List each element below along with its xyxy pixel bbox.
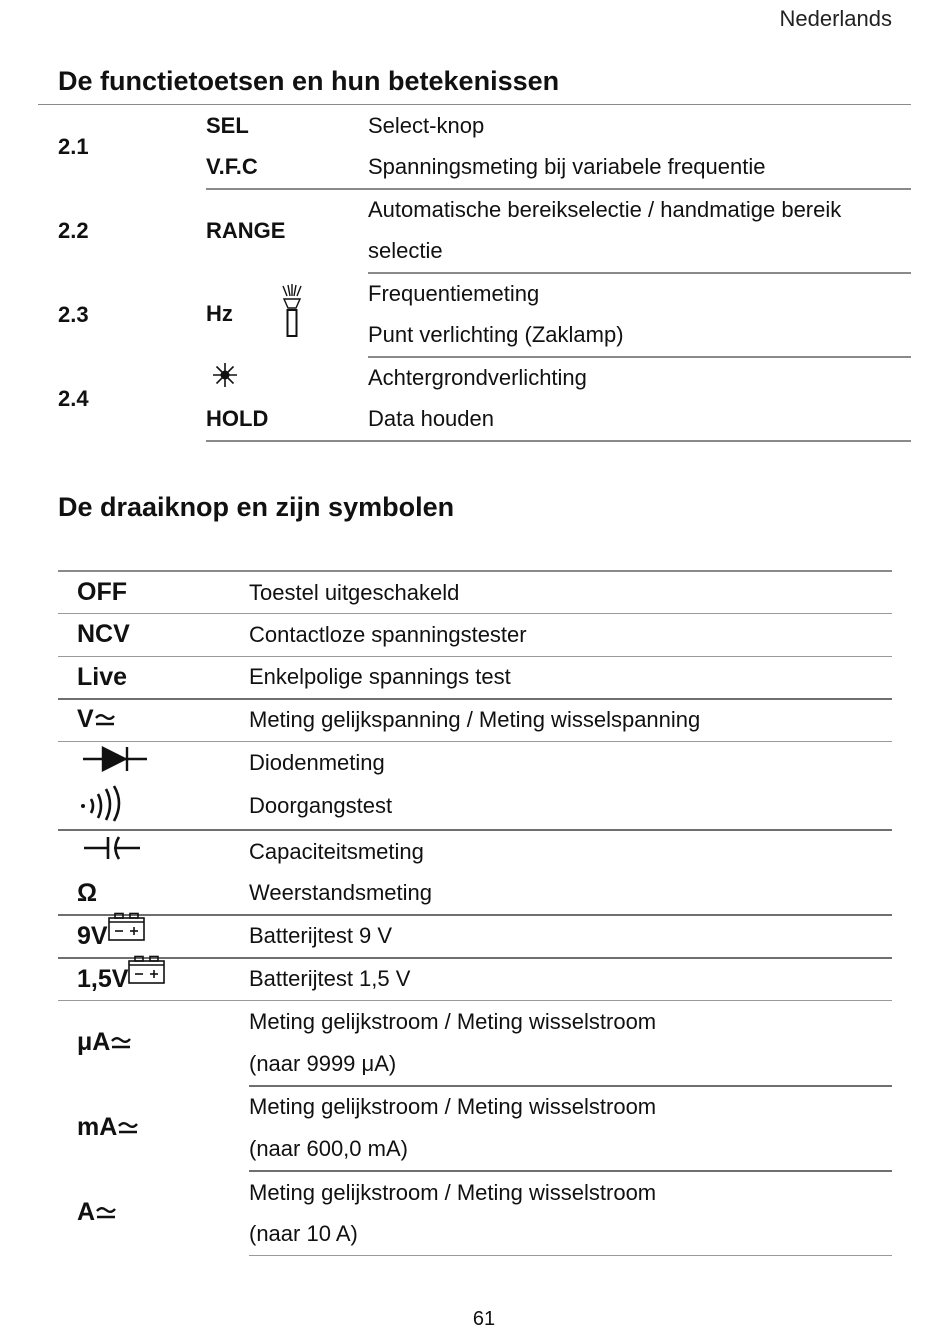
key-description: Frequentiemeting [368,281,540,306]
table-row [58,614,892,657]
symbol-label: 1,5V [77,964,129,993]
symbol-cell [58,830,249,873]
table-row [58,1171,892,1214]
section-title-rotary-switch: De draaiknop en zijn symbolen [58,492,455,522]
group-number: 2.4 [58,385,89,411]
symbol-cell [58,699,249,742]
symbol-description: Capaciteitsmeting [249,838,424,864]
function-keys-table [38,104,911,442]
symbol-description: Contactloze spanningstester [249,614,892,657]
table-row [58,830,892,873]
table-row [58,1000,892,1043]
backlight-sun-icon [212,362,238,394]
key-description: Select-knop [368,112,485,138]
group-number: 2.3 [58,301,89,327]
symbol-cell [58,1171,249,1256]
symbol-label: mA [77,1113,118,1142]
symbol-description-range: (naar 10 A) [249,1213,892,1256]
key-label-with-icon [206,273,368,357]
key-label: RANGE [206,218,286,243]
ac-dc-icon [94,706,116,735]
table-row [58,656,892,699]
symbol-label: NCV [58,614,249,657]
diode-icon [81,746,149,779]
key-label: Hz [206,300,233,326]
battery-icon [128,955,166,992]
symbol-label: OFF [58,571,249,614]
symbol-label: Live [58,656,249,699]
key-label: HOLD [206,399,368,441]
symbol-description: Toestel uitgeschakeld [249,571,892,614]
symbol-description: Enkelpolige spannings test [249,656,892,699]
language-label: Nederlands [779,6,892,31]
symbol-label: 9V [77,921,108,950]
table-row [38,189,911,231]
table-row [58,571,892,614]
page-number: 61 [472,1308,496,1330]
symbol-description: Meting gelijkstroom / Meting wisselstroom [249,1179,657,1205]
continuity-icon [79,784,125,829]
table-row [58,784,892,830]
symbol-description: Diodenmeting [249,749,385,775]
symbol-description: Meting gelijkstroom / Meting wisselstroom [249,1094,657,1120]
key-description: selectie [368,231,911,273]
key-label: SEL [206,112,249,138]
symbol-description: Meting gelijkspanning / Meting wisselspanning [249,699,892,742]
table-row [58,741,892,784]
symbol-description: Batterijtest 1,5 V [249,958,892,1001]
symbol-cell [58,741,249,784]
table-row [38,105,911,147]
symbol-cell [58,915,249,958]
symbol-cell [58,958,249,1001]
ac-dc-icon [117,1114,139,1143]
symbol-description: Doorgangstest [249,784,892,830]
symbol-label: A [77,1198,96,1227]
group-number: 2.1 [58,133,89,159]
symbol-description: Meting gelijkstroom / Meting wisselstroom [249,1008,657,1034]
table-row [58,915,892,958]
table-row [58,1086,892,1129]
key-description: Punt verlichting (Zaklamp) [368,315,911,357]
symbol-cell [58,784,249,830]
symbol-cell [58,1086,249,1171]
table-row [58,699,892,742]
key-description: Automatische bereikselectie / handmatige bereik [368,197,842,222]
ac-dc-icon [110,1029,132,1058]
key-description: Achtergrondverlichting [368,365,587,390]
group-number: 2.2 [58,217,89,243]
ac-dc-icon [95,1199,117,1228]
rotary-switch-table [58,570,892,1256]
key-icon-cell [206,357,368,399]
symbol-label: Ω [58,873,249,916]
battery-icon [108,912,146,949]
table-row [58,958,892,1001]
symbol-description: Weerstandsmeting [249,873,892,916]
symbol-label: μA [77,1028,111,1057]
symbol-description-range: (naar 9999 μA) [249,1043,892,1086]
table-row [38,273,911,315]
key-label: V.F.C [206,147,368,189]
symbol-cell [58,1000,249,1085]
symbol-description: Batterijtest 9 V [249,915,892,958]
flashlight-icon [279,284,305,346]
key-description: Data houden [368,399,911,441]
key-description: Spanningsmeting bij variabele frequentie [368,147,911,189]
symbol-description-range: (naar 600,0 mA) [249,1128,892,1171]
table-row [58,873,892,916]
table-row [38,357,911,399]
symbol-label: V [77,705,94,734]
capacitor-icon [83,836,141,867]
section-title-function-keys: De functietoetsen en hun betekenissen [58,66,560,96]
